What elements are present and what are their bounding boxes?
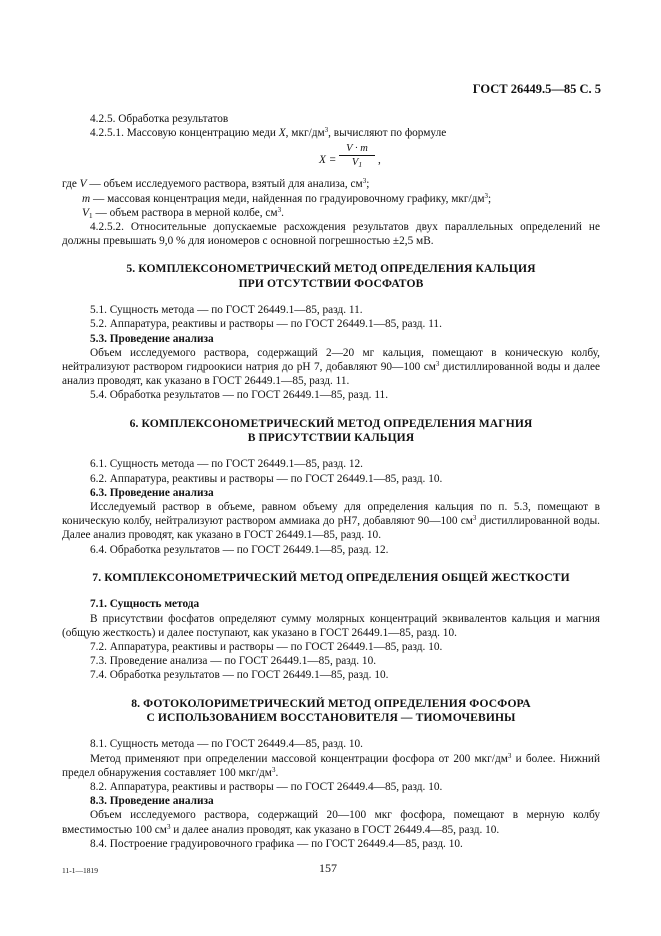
section-5-title-line-1: 5. КОМПЛЕКСОНОМЕТРИЧЕСКИЙ МЕТОД ОПРЕДЕЛЕНИЯ КАЛЬЦИЯ bbox=[126, 262, 536, 276]
page-number: 157 bbox=[319, 861, 337, 875]
paragraph-6-2: 6.2. Аппаратура, реактивы и растворы — по ГОСТ 26449.1—85, разд. 10. bbox=[90, 472, 443, 485]
paragraph-4-2-5-2: 4.2.5.2. Относительные допускаемые расхождения результатов двух параллельных определений не должны превышать 9,0 % для иономеров с основной погрешностью ±2,5 мВ. bbox=[62, 221, 600, 248]
paragraph-5-4: 5.4. Обработка результатов — по ГОСТ 26449.1—85, разд. 11. bbox=[90, 389, 389, 402]
paragraph-8-3-body: Объем исследуемого раствора, содержащий 20—100 мкг фосфора, помещают в мерную колбу вместимостью 100 $см^3$ и далее анализ проводят, как указано в ГОСТ 26449.4—85, разд. 10. bbox=[62, 809, 600, 836]
paragraph-7-3: 7.3. Проведение анализа — по ГОСТ 26449.1—85, разд. 10. bbox=[90, 655, 377, 668]
page-content bbox=[62, 112, 600, 851]
paragraph-7-2: 7.2. Аппаратура, реактивы и растворы — по ГОСТ 26449.1—85, разд. 10. bbox=[90, 640, 443, 653]
section-8-heading bbox=[62, 697, 600, 726]
where-line-1: где V — объем исследуемого раствора, взятый для анализа, $см^3$; bbox=[62, 177, 370, 191]
paragraph-6-3: 6.3. Проведение анализа bbox=[90, 486, 214, 499]
running-header: ГОСТ 26449.5—85 С. 5 bbox=[472, 82, 601, 96]
formula-fraction bbox=[339, 143, 375, 169]
section-6-heading bbox=[62, 417, 600, 446]
where-line-3: $V_1$ — объем раствора в мерной колбе, $см^3$. bbox=[82, 205, 284, 220]
paragraph-6-4: 6.4. Обработка результатов — по ГОСТ 26449.1—85, разд. 12. bbox=[90, 543, 389, 556]
paragraph-8-1-body: Метод применяют при определении массовой концентрации фосфора от 200 мкг/$дм^3$ и более. Нижний предел обнаружения составляет 100 мкг/$дм^3$. bbox=[62, 751, 600, 779]
paragraph-7-1: 7.1. Сущность метода bbox=[90, 598, 200, 611]
formula-lhs: X = bbox=[319, 154, 337, 167]
section-8-title-line-1: 8. ФОТОКОЛОРИМЕТРИЧЕСКИЙ МЕТОД ОПРЕДЕЛЕНИЯ ФОСФОРА bbox=[131, 696, 531, 710]
section-6-title-line-1: 6. КОМПЛЕКСОНОМЕТРИЧЕСКИЙ МЕТОД ОПРЕДЕЛЕНИЯ МАГНИЯ bbox=[129, 416, 533, 430]
print-code: 11-1—1819 bbox=[62, 866, 98, 875]
paragraph-7-1-body: В присутствии фосфатов определяют сумму молярных концентраций эквивалентов кальция и магния (общую жесткость) и далее поступают, как указано в ГОСТ 26449.1—85, разд. 10. bbox=[62, 612, 600, 639]
formula-comma: , bbox=[378, 154, 381, 167]
formula bbox=[182, 143, 600, 173]
section-8-title-line-2: С ИСПОЛЬЗОВАНИЕМ ВОССТАНОВИТЕЛЯ — ТИОМОЧЕВИНЫ bbox=[146, 710, 516, 724]
section-7-title-line-1: 7. КОМПЛЕКСОНОМЕТРИЧЕСКИЙ МЕТОД ОПРЕДЕЛЕНИЯ ОБЩЕЙ ЖЕСТКОСТИ bbox=[92, 570, 570, 584]
section-7-heading bbox=[62, 571, 600, 585]
paragraph-5-2: 5.2. Аппаратура, реактивы и растворы — по ГОСТ 26449.1—85, разд. 11. bbox=[90, 318, 442, 331]
formula-denominator: $V_1$ bbox=[351, 157, 363, 170]
paragraph-5-3-body: Объем исследуемого раствора, содержащий 2—20 мг кальция, помещают в коническую колбу, нейтрализуют раствором гидроокиси натрия до рН 7, добавляют 90—100 $см^3$ дистиллированной воды и далее анализ проводят, как указано в ГОСТ 26449.1—85, разд. 11. bbox=[62, 346, 600, 388]
section-6-title-line-2: В ПРИСУТСТВИИ КАЛЬЦИЯ bbox=[247, 431, 415, 445]
paragraph-8-1: 8.1. Сущность метода — по ГОСТ 26449.4—85, разд. 10. bbox=[90, 738, 363, 751]
paragraph-4-2-5: 4.2.5. Обработка результатов bbox=[90, 113, 229, 125]
paragraph-8-4: 8.4. Построение градуировочного графика — по ГОСТ 26449.4—85, разд. 10. bbox=[90, 837, 463, 850]
paragraph-6-3-body: Исследуемый раствор в объеме, равном объему для определения кальция по п. 5.3, помещают в коническую колбу, нейтрализуют раствором аммиака до рН7, добавляют 90—100 $см^3$ дистиллированной воды. Далее анализ проводят, как указано в ГОСТ 26449.1—85, разд. 10. bbox=[62, 501, 600, 542]
paragraph-7-4: 7.4. Обработка результатов — по ГОСТ 26449.1—85, разд. 10. bbox=[90, 669, 389, 682]
paragraph-8-2: 8.2. Аппаратура, реактивы и растворы — по ГОСТ 26449.4—85, разд. 10. bbox=[90, 780, 443, 793]
where-line-2: m — массовая концентрация меди, найденная по градуировочному графику, мкг/$дм^3$; bbox=[82, 191, 492, 205]
paragraph-8-3: 8.3. Проведение анализа bbox=[90, 795, 214, 808]
section-5-heading bbox=[62, 262, 600, 291]
formula-numerator: V · m bbox=[339, 143, 375, 156]
paragraph-5-1: 5.1. Сущность метода — по ГОСТ 26449.1—85, разд. 11. bbox=[90, 304, 363, 317]
section-5-title-line-2: ПРИ ОТСУТСТВИИ ФОСФАТОВ bbox=[238, 276, 424, 290]
paragraph-6-1: 6.1. Сущность метода — по ГОСТ 26449.1—85, разд. 12. bbox=[90, 458, 363, 471]
paragraph-5-3: 5.3. Проведение анализа bbox=[90, 332, 214, 345]
paragraph-4-2-5-1: 4.2.5.1. Массовую концентрацию меди X, мкг/$дм^3$, вычисляют по формуле bbox=[90, 126, 447, 140]
